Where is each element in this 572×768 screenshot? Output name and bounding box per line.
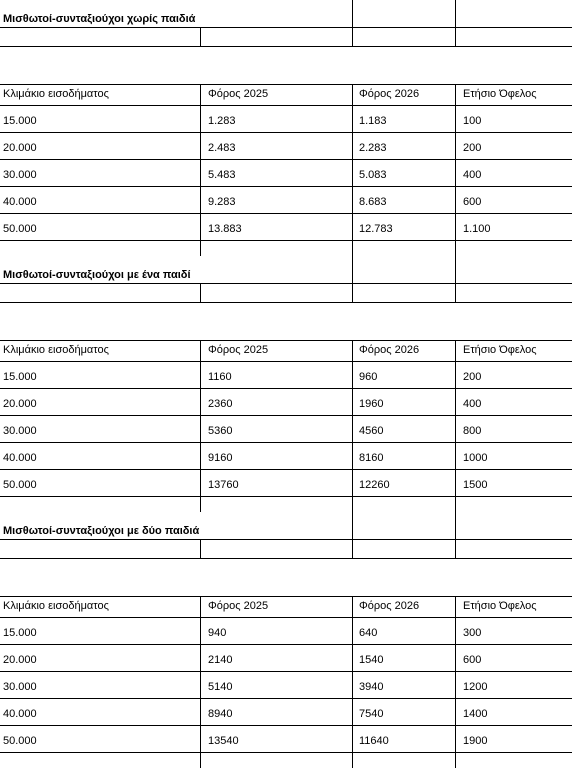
grid-line xyxy=(0,725,572,726)
grid-line xyxy=(0,240,572,241)
table-cell: 13540 xyxy=(208,735,239,747)
table-cell: 940 xyxy=(208,627,227,639)
table-cell: 640 xyxy=(359,627,378,639)
column-header: Φόρος 2026 xyxy=(359,344,420,356)
grid-line xyxy=(0,415,572,416)
grid-line xyxy=(455,596,456,768)
table-cell: 400 xyxy=(463,169,482,181)
column-header: Φόρος 2026 xyxy=(359,600,420,612)
grid-line xyxy=(0,671,572,672)
grid-line xyxy=(200,539,201,558)
column-header: Κλιμάκιο εισοδήματος xyxy=(3,88,109,100)
grid-line xyxy=(455,84,456,256)
grid-line xyxy=(0,617,572,618)
table-cell: 300 xyxy=(463,627,482,639)
grid-line xyxy=(0,539,572,540)
table-cell: 200 xyxy=(463,142,482,154)
table-cell: 1.100 xyxy=(463,223,491,235)
grid-line xyxy=(0,496,572,497)
table-cell: 200 xyxy=(463,371,482,383)
column-header: Φόρος 2025 xyxy=(208,88,269,100)
table-cell: 960 xyxy=(359,371,378,383)
section-title: Μισθωτοί-συνταξιούχοι με δύο παιδιά xyxy=(3,525,200,537)
grid-line xyxy=(0,302,572,303)
table-cell: 1500 xyxy=(463,479,488,491)
table-cell: 50.000 xyxy=(3,479,37,491)
grid-line xyxy=(352,84,353,256)
table-cell: 12260 xyxy=(359,479,390,491)
table-cell: 1400 xyxy=(463,708,488,720)
grid-line xyxy=(0,159,572,160)
table-cell: 8940 xyxy=(208,708,233,720)
grid-line xyxy=(352,0,353,46)
table-cell: 12.783 xyxy=(359,223,393,235)
table-cell: 15.000 xyxy=(3,627,37,639)
table-cell: 2.483 xyxy=(208,142,236,154)
table-cell: 11640 xyxy=(359,735,389,747)
grid-line xyxy=(455,0,456,46)
table-cell: 9160 xyxy=(208,452,233,464)
table-cell: 50.000 xyxy=(3,223,37,235)
table-cell: 30.000 xyxy=(3,169,37,181)
table-cell: 5360 xyxy=(208,425,233,437)
grid-line xyxy=(455,340,456,512)
table-cell: 800 xyxy=(463,425,482,437)
table-cell: 13.883 xyxy=(208,223,242,235)
table-cell: 4560 xyxy=(359,425,384,437)
table-cell: 40.000 xyxy=(3,196,37,208)
table-cell: 15.000 xyxy=(3,115,37,127)
table-cell: 400 xyxy=(463,398,482,410)
grid-line xyxy=(200,340,201,512)
table-cell: 40.000 xyxy=(3,452,37,464)
table-cell: 15.000 xyxy=(3,371,37,383)
grid-line xyxy=(0,27,572,28)
grid-line xyxy=(0,361,572,362)
column-header: Ετήσιο Όφελος xyxy=(463,600,537,612)
section-title: Μισθωτοί-συνταξιούχοι με ένα παιδί xyxy=(3,269,191,281)
table-cell: 2360 xyxy=(208,398,233,410)
table-cell: 40.000 xyxy=(3,708,37,720)
grid-line xyxy=(0,46,572,47)
table-cell: 1200 xyxy=(463,681,488,693)
table-cell: 8.683 xyxy=(359,196,387,208)
grid-line xyxy=(0,213,572,214)
table-cell: 30.000 xyxy=(3,425,37,437)
table-cell: 1160 xyxy=(208,371,232,383)
grid-line xyxy=(352,340,353,512)
grid-line xyxy=(0,752,572,753)
table-cell: 600 xyxy=(463,196,482,208)
grid-line xyxy=(0,84,572,85)
table-cell: 13760 xyxy=(208,479,239,491)
table-cell: 7540 xyxy=(359,708,384,720)
grid-line xyxy=(0,698,572,699)
table-cell: 600 xyxy=(463,654,482,666)
grid-line xyxy=(0,644,572,645)
table-cell: 1540 xyxy=(359,654,384,666)
table-cell: 5140 xyxy=(208,681,233,693)
grid-line xyxy=(0,340,572,341)
grid-line xyxy=(200,84,201,256)
table-cell: 20.000 xyxy=(3,142,37,154)
grid-line xyxy=(0,105,572,106)
column-header: Κλιμάκιο εισοδήματος xyxy=(3,600,109,612)
table-cell: 1900 xyxy=(463,735,488,747)
table-cell: 100 xyxy=(463,115,482,127)
grid-line xyxy=(352,256,353,302)
grid-line xyxy=(200,283,201,302)
table-cell: 9.283 xyxy=(208,196,236,208)
table-cell: 1.283 xyxy=(208,115,236,127)
grid-line xyxy=(0,388,572,389)
grid-line xyxy=(455,256,456,302)
table-cell: 1960 xyxy=(359,398,384,410)
table-cell: 5.083 xyxy=(359,169,387,181)
grid-line xyxy=(0,132,572,133)
grid-line xyxy=(200,596,201,768)
column-header: Ετήσιο Όφελος xyxy=(463,88,537,100)
column-header: Φόρος 2026 xyxy=(359,88,420,100)
table-cell: 2.283 xyxy=(359,142,387,154)
table-cell: 1.183 xyxy=(359,115,387,127)
grid-line xyxy=(0,469,572,470)
table-cell: 50.000 xyxy=(3,735,37,747)
grid-line xyxy=(0,442,572,443)
grid-line xyxy=(0,558,572,559)
table-cell: 20.000 xyxy=(3,654,37,666)
column-header: Φόρος 2025 xyxy=(208,344,269,356)
grid-line xyxy=(0,283,572,284)
table-cell: 5.483 xyxy=(208,169,236,181)
table-cell: 8160 xyxy=(359,452,384,464)
grid-line xyxy=(455,512,456,558)
table-cell: 30.000 xyxy=(3,681,37,693)
column-header: Φόρος 2025 xyxy=(208,600,269,612)
table-cell: 1000 xyxy=(463,452,488,464)
table-cell: 2140 xyxy=(208,654,233,666)
grid-line xyxy=(352,512,353,558)
table-cell: 20.000 xyxy=(3,398,37,410)
grid-line xyxy=(0,186,572,187)
grid-line xyxy=(200,27,201,46)
grid-line xyxy=(0,596,572,597)
table-cell: 3940 xyxy=(359,681,384,693)
column-header: Ετήσιο Όφελος xyxy=(463,344,537,356)
section-title: Μισθωτοί-συνταξιούχοι χωρίς παιδιά xyxy=(3,13,196,25)
column-header: Κλιμάκιο εισοδήματος xyxy=(3,344,109,356)
grid-line xyxy=(352,596,353,768)
